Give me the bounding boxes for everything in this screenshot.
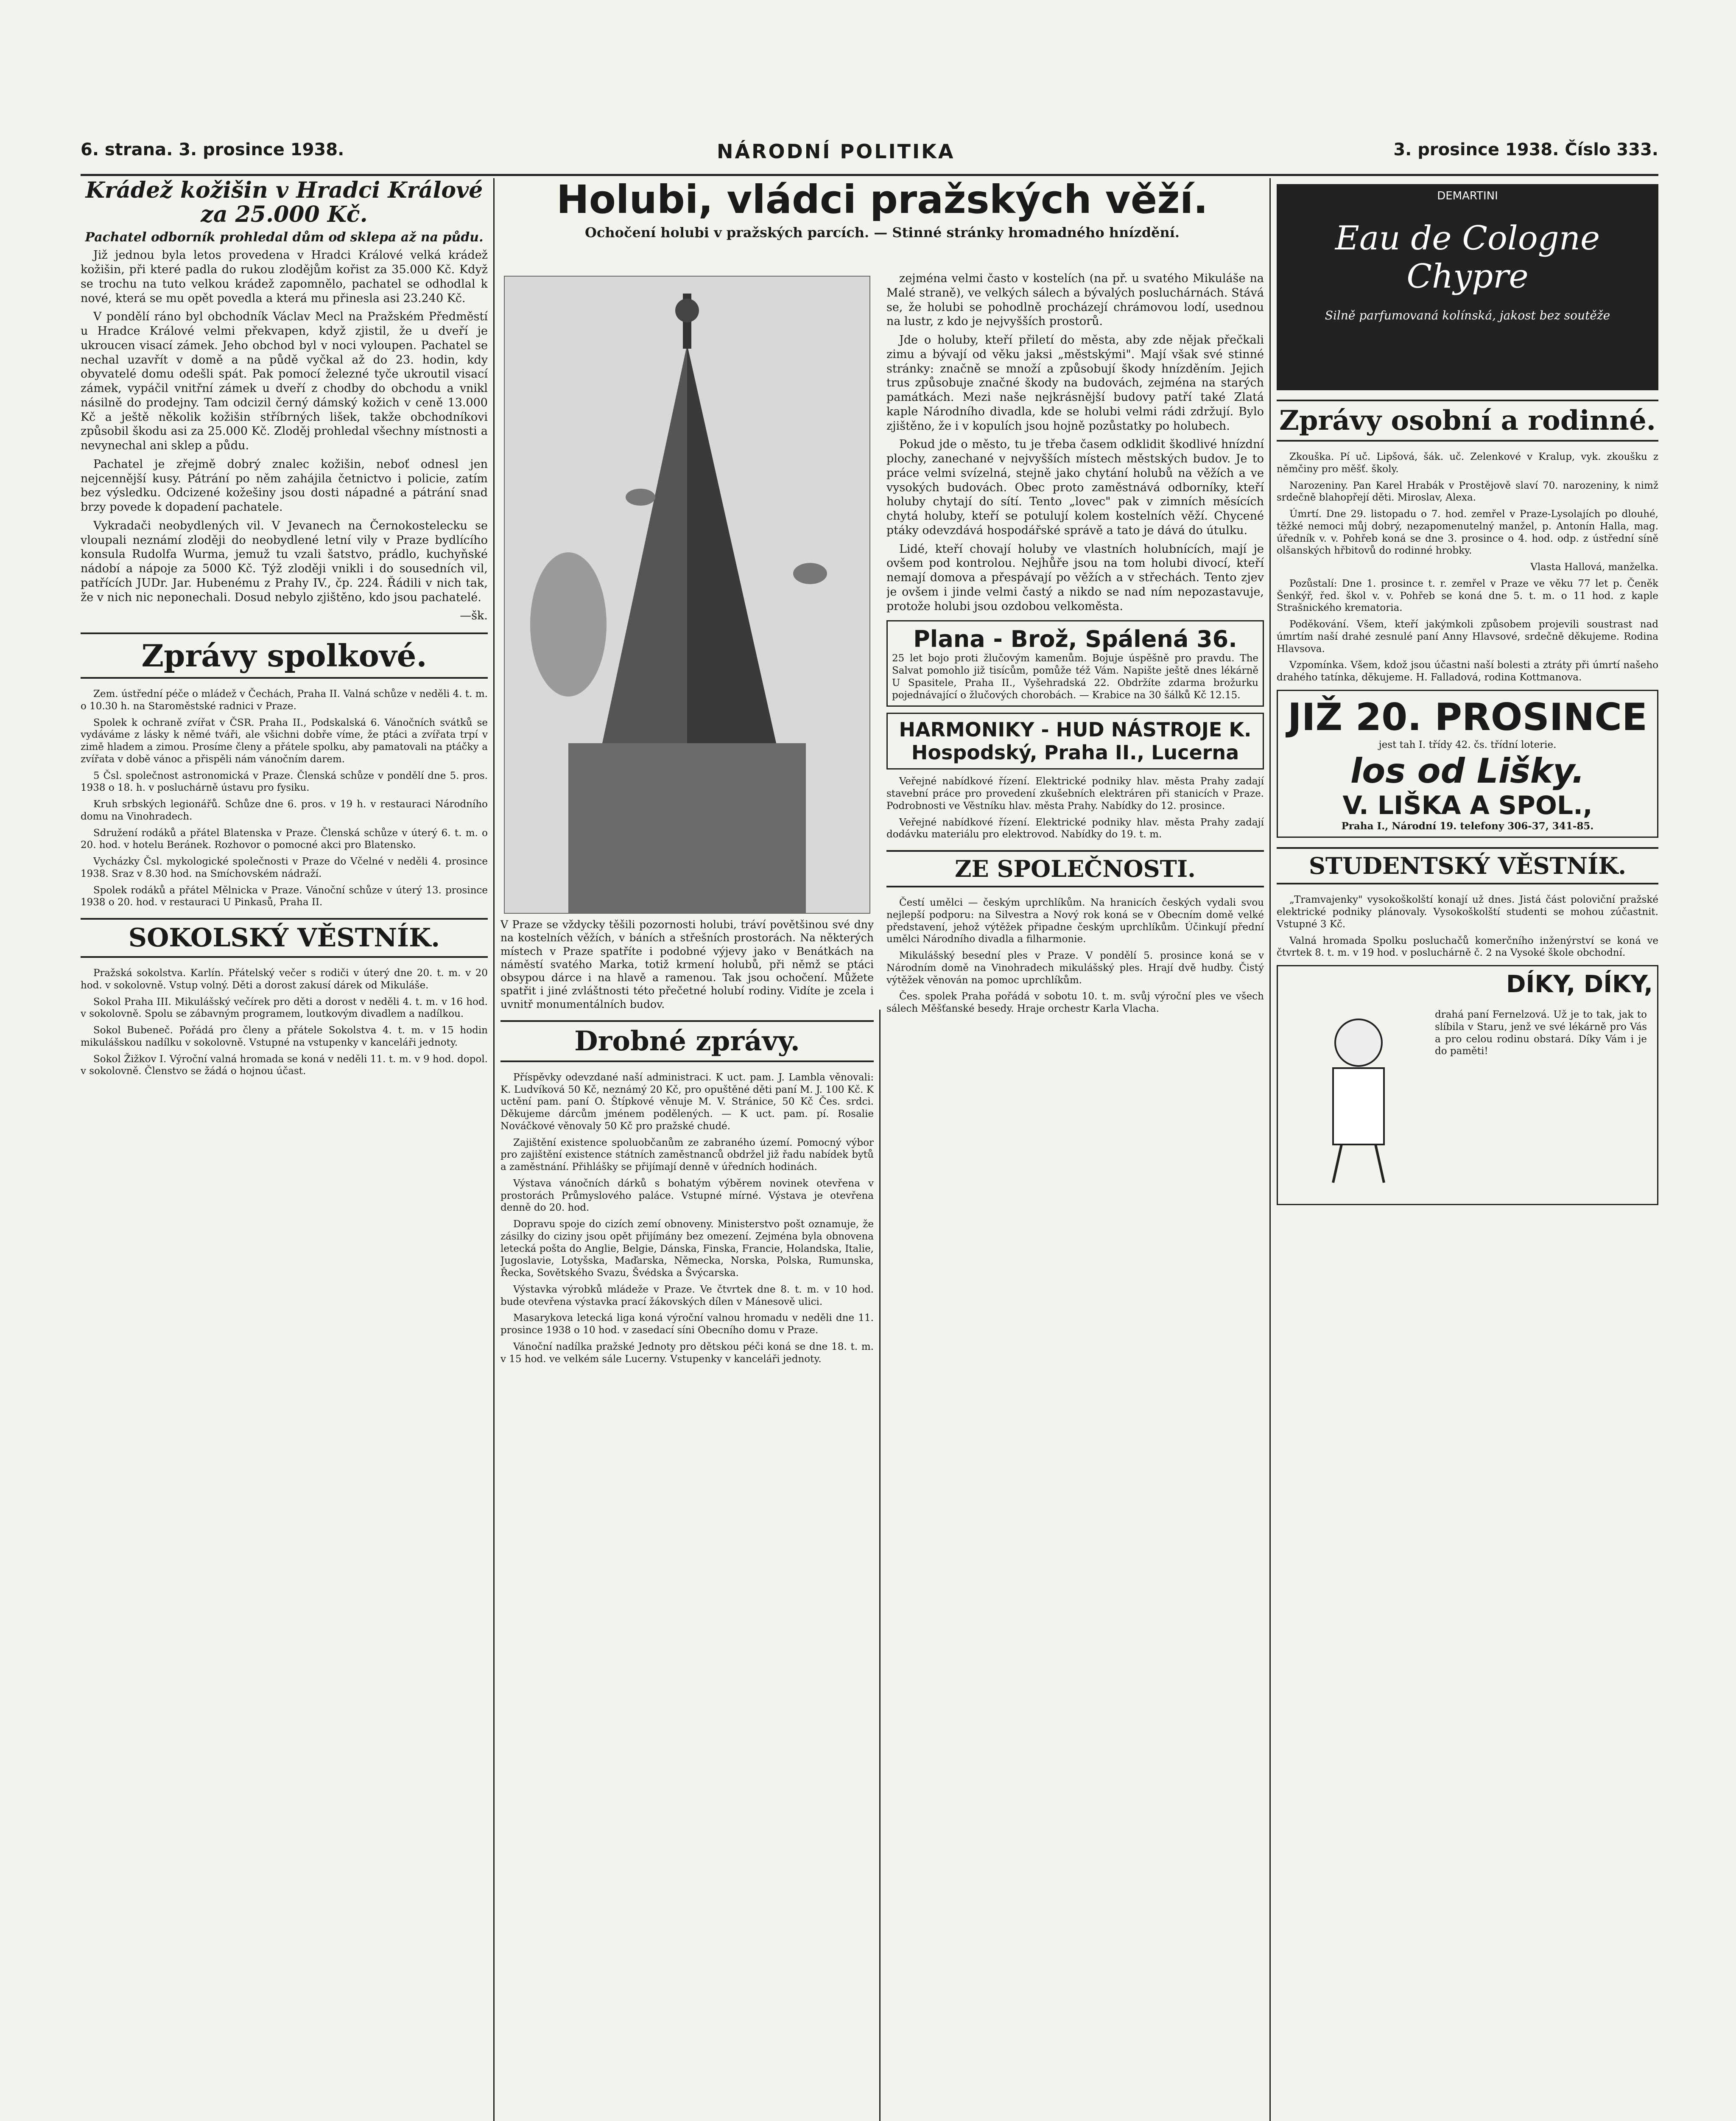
notice: Spolek rodáků a přátel Mělnicka v Praze. Vánoční schůze v úterý 13. prosince 1938 o 20. hod. v restauraci U Pinkasů, Praha II. xyxy=(81,884,488,908)
paragraph: Již jednou byla letos provedena v Hradci Králové velká krádež kožišin, při které padla do rukou zlodějům kořist za 35.000 Kč. Když se trochu na tuto velkou krádež zapomnělo, pachatel se odhodlal k nové, která se mu opět povedla a která mu přinesla asi 23.240 Kč. xyxy=(81,249,488,305)
paragraph: Pachatel je zřejmě dobrý znalec kožišin, neboť odnesl jen nejcennější kusy. Pátrání po něm zahájila četnictvo i policie, zatím bez výsledku. Odcizené kožešiny jsou dosti nápadné a pátrání snad brzy povede k dopadení pachatele. xyxy=(81,457,488,514)
article-body xyxy=(81,248,488,623)
section-body xyxy=(500,1072,874,1365)
author-signature: —šk. xyxy=(460,609,488,623)
photo-illustration xyxy=(505,277,869,913)
notice: Valná hromada Spolku posluchačů komerčního inženýrství se koná ve čtvrtek 8. t. m. v 19 hod. v posluchárně č. 2 na Vysoké škole obchodní. xyxy=(1277,935,1658,959)
notice: Příspěvky odevzdané naší administraci. K uct. pam. J. Lambla věnovali: K. Ludvíková 50 Kč, neznámý 20 Kč, pro opuštěné děti paní M. J. 100 Kč. K uctění pam. paní O. Štípkové věnuje M. V. Stránice, 50 Kč Čes. srdci. Děkujeme dárcům jménem podělených. — K uct. pam. pí. Rosalie Nováčkové věnovaly 50 Kč pro pražské chudé. xyxy=(500,1072,874,1132)
notice: Kruh srbských legionářů. Schůze dne 6. pros. v 19 h. v restauraci Národního domu na Vinohradech. xyxy=(81,799,488,822)
feature-subhead: Ochočení holubi v pražských parcích. — Stinné stránky hromadného hnízdění. xyxy=(584,224,1180,241)
notice: Pozůstalí: Dne 1. prosince t. r. zemřel v Praze ve věku 77 let p. Čeněk Šenkýř, řed. škol v. v. Pohřeb se koná dne 5. t. m. o 11 hod. z kaple Strašnického krematoria. xyxy=(1277,578,1658,614)
ad-text: drahá paní Fernelzová. Už je to tak, jak to slíbila v Staru, jenž ve své lékárně pro Vás a pro celou rodinu obstará. Díky Vám i je do paměti! xyxy=(1435,1009,1647,1057)
advertisement-plana xyxy=(886,620,1264,707)
ad-brand: DEMARTINI xyxy=(1437,190,1498,202)
photo-caption: V Praze se vždycky těšili pozornosti holubi, tráví povětšinou své dny na kostelních věžích, v báních a střešních prostorách. Na některých místech v Praze spatříte i podobné výjevy jako v Benátkách na náměstí svatého Marka, totiž krmení holubů, při němž se ptáci obsypou dárce i na hlavě a ramenou. Tak jsou ochočení. Můžete spatřit i jiné zvláštnosti této přečetné holubí rodiny. Vidíte je zcela i uvnitř monumentálních budov. xyxy=(500,918,874,1010)
notice: Masarykova letecká liga koná výroční valnou hromadu v neděli dne 11. prosince 1938 o 10 hod. v zasedací síni Obecního domu v Praze. xyxy=(500,1312,874,1336)
paragraph: Jde o holuby, kteří přiletí do města, aby zde nějak přečkali zimu a bývají od věku jaksi „městskými". Mají však své stinné stránky: značně se množí a způsobují škody hnízděním. Jejich trus způsobuje značné škody na budovách, zejména na starých památkách. Mezi naše nejkrásnější budovy patří také Zlatá kaple Národního divadla, kde se holubi velmi rádi zdržují. Bylo zjištěno, že i v kopulích jsou hojně pozůstatky po holubech. xyxy=(886,333,1264,433)
notice: Úmrtí. Dne 29. listopadu o 7. hod. zemřel v Praze-Lysolajích po dlouhé, těžké nemoci můj dobrý, nezapomenutelný manžel, p. Antonín Halla, mag. úředník v. v. Pohřeb koná se dne 3. prosince o 4. hod. odp. z ústřední síně olšanských hřbitovů do rodinné hrobky. xyxy=(1277,509,1658,557)
section-title: ZE SPOLEČNOSTI. xyxy=(886,850,1264,887)
notice: Sdružení rodáků a přátel Blatenska v Praze. Členská schůze v úterý 6. t. m. o 20. hod. v hotelu Beránek. Rozhovor o pomocné akci pro Blatensko. xyxy=(81,827,488,851)
article-headline: Krádež kožišin v Hradci Králové za 25.000 Kč. xyxy=(85,178,483,228)
notice: Vlasta Hallová, manželka. xyxy=(1530,562,1658,573)
ad-big-title: JIŽ 20. PROSINCE xyxy=(1288,695,1647,739)
notice: Veřejné nabídkové řízení. Elektrické podniky hlav. města Prahy zadají stavební práce pro provedení zkušebních elektráren při stanicích v Praze. Podrobnosti ve Věstníku hlav. města Prahy. Nabídky do 12. prosince. xyxy=(886,776,1264,811)
ad-address: Praha I., Národní 19. telefony 306-37, 341-85. xyxy=(1341,820,1594,832)
section-body xyxy=(81,688,488,909)
notices xyxy=(886,775,1264,841)
section-body xyxy=(1277,451,1658,684)
article-subhead: Pachatel odborník prohledal dům od sklepa až na půdu. xyxy=(85,230,484,245)
advertisement-diky xyxy=(1277,965,1658,1205)
masthead xyxy=(81,127,1658,174)
notice: Mikulášský besední ples v Praze. V pondělí 5. prosince koná se v Národním domě na Vinohradech mikulášský ples. Hrají dvě hudby. Čistý výtěžek věnován na pomoc uprchlíkům. xyxy=(886,950,1264,986)
section-body xyxy=(886,897,1264,1015)
advertisement-lottery xyxy=(1277,690,1658,838)
column-rule-3 xyxy=(1269,178,1271,2121)
column-rule-1 xyxy=(493,178,495,2121)
notice: Vánoční nadílka pražské Jednoty pro dětskou péči koná se dne 18. t. m. v 15 hod. ve velkém sále Lucerny. Vstupenky v kanceláři jednoty. xyxy=(500,1341,874,1365)
notice: „Tramvajenky" vysokoškolští konají už dnes. Jistá část poloviční pražské elektrické podniky plánovaly. Vysokoškolští studenti se mohou zúčastnit. Vstupné 3 Kč. xyxy=(1277,894,1658,930)
column-2 xyxy=(500,271,874,2121)
ad-subtitle: Silně parfumovaná kolínská, jakost bez soutěže xyxy=(1325,308,1610,322)
notice: Výstava vánočních dárků s bohatým výběrem novinek otevřena v prostorách Průmyslového paláce. Vstupné mírné. Výstava je otevřena denně do 20. hod. xyxy=(500,1178,874,1214)
notice: Sokol Bubeneč. Pořádá pro členy a přátele Sokolstva 4. t. m. v 15 hodin mikulášskou nadílku v sokolovně. Vstupné na vstupenky v kanceláři jednoty. xyxy=(81,1025,488,1048)
ad-title: Eau de Cologne Chypre xyxy=(1335,219,1600,296)
paragraph: Lidé, kteří chovají holuby ve vlastních holubnících, mají je ovšem pod kontrolou. Nejhůře jsou na tom holubi divocí, kteří nemají domova a přespávají po věžích a v střechách. Tento zjev je ovšem i jinde velmi častý a nikdo se nad ním nepozastavuje, protože holubi jsou ozdobou velkoměsta. xyxy=(886,542,1264,613)
section-body xyxy=(1277,894,1658,959)
section-title: SOKOLSKÝ VĚSTNÍK. xyxy=(81,918,488,958)
notice: Výstavka výrobků mládeže v Praze. Ve čtvrtek dne 8. t. m. v 10 hod. bude otevřena výstavka prací žákovských dílen v Mánesově ulici. xyxy=(500,1284,874,1307)
notice: Čes. spolek Praha pořádá v sobotu 10. t. m. svůj výroční ples ve všech sálech Měšťanské besedy. Hraje orchestr Karla Vlacha. xyxy=(886,991,1264,1014)
masthead-rule xyxy=(81,174,1658,176)
column-rule-2 xyxy=(879,1010,881,2121)
ad-lottery: los od Lišky. xyxy=(1350,751,1585,791)
ad-company: V. LIŠKA A SPOL., xyxy=(1342,790,1593,820)
section-title: Zprávy osobní a rodinné. xyxy=(1277,400,1658,442)
feature-headline: Holubi, vládci pražských věží. xyxy=(556,177,1208,222)
notice: Sokol Praha III. Mikulášský večírek pro děti a dorost v neděli 4. t. m. v 16 hod. v sokolovně. Spolu se zábavným programem, loutkovým divadlem a nadílkou. xyxy=(81,996,488,1020)
notice: Čestí umělci — českým uprchlíkům. Na hranicích českých vydali svou nejlepší podporu: na Silvestra a Nový rok koná se v Obecním domě velké představení, jehož výtěžek připadne českým uprchlíkům. Účinkují přední umělci Národního divadla a filharmonie. xyxy=(886,897,1264,945)
notice: Veřejné nabídkové řízení. Elektrické podniky hlav. města Prahy zadají dodávku materiálu pro elektrovod. Nabídky do 19. t. m. xyxy=(886,817,1264,840)
ad-title: DÍKY, DÍKY, xyxy=(1506,971,1653,998)
feature-article-header xyxy=(500,178,1264,244)
notice: Zkouška. Pí uč. Lipšová, šák. uč. Zelenkové v Kralup, vyk. zkoušku z němčiny pro měšť. školy. xyxy=(1277,451,1658,475)
page-date-left: 6. strana. 3. prosince 1938. xyxy=(81,140,344,159)
ad-subtitle: jest tah I. třídy 42. čs. třídní loterie. xyxy=(1378,739,1557,750)
paragraph: zejména velmi často v kostelích (na př. u svatého Mikuláše na Malé straně), ve velkých sálech a bývalých posluchárnách. Stává se, že holubi se pohodlně procházejí chrámovou lodí, usednou na lustr, z kdo je nejvyšších prostorů. xyxy=(886,272,1264,328)
feature-article-body xyxy=(886,271,1264,613)
notice: Sokol Žižkov I. Výroční valná hromada se koná v neděli 11. t. m. v 9 hod. dopol. v sokolovně. Členstvo se žádá o hojnou účast. xyxy=(81,1053,488,1077)
notice: Vycházky Čsl. mykologické společnosti v Praze do Včelné v neděli 4. prosince 1938. Sraz v 8.30 hod. na Smíchovském nádraží. xyxy=(81,856,488,879)
page-date-right: 3. prosince 1938. Číslo 333. xyxy=(1393,140,1658,159)
ad-title: Plana - Brož, Spálená 36. xyxy=(913,626,1237,653)
notice: Dopravu spoje do cizích zemí obnoveny. Ministerstvo pošt oznamuje, že zásilky do ciziny jsou opět přijímány bez omezení. Zejména byla obnovena letecká pošta do Anglie, Belgie, Dánska, Finska, Francie, Holandska, Italie, Jugoslavie, Lotyšska, Maďarska, Německa, Norska, Polska, Rumunska, Řecka, Sovětského Svazu, Švédska a Švýcarska. xyxy=(500,1219,874,1279)
notice: Zajištění existence spoluobčanům ze zabraného území. Pomocný výbor pro zajištění existence státních zaměstnanců obdržel již řadu nabídek bytů a zaměstnání. Přihlášky se přijímají denně v úředních hodinách. xyxy=(500,1137,874,1172)
ad-title: HARMONIKY - HUD NÁSTROJE K. Hospodský, Praha II., Lucerna xyxy=(899,718,1252,764)
column-4 xyxy=(1277,178,1658,2121)
ad-text: 25 let bojo proti žlučovým kamenům. Bojuje úspěšně pro pravdu. The Salvat pomohlo již tisícům, pomůže též Vám. Napište ještě dnes lékárně U Spasitele, Praha II., Vyšehradská 22. Obdržíte zdarma brožurku pojednávající o žlučových chorobách. — Krabice na 30 šálků Kč 12.15. xyxy=(892,653,1258,701)
section-title: Zprávy spolkové. xyxy=(81,632,488,679)
notice: Spolek k ochraně zvířat v ČSR. Praha II., Podskalská 6. Vánočních svátků se vydáváme z lásky k němé tváři, ale všichni dobře víme, že ptáci a zvířata trpí v zimě hladem a zimou. Prosíme členy a přátele spolku, aby pamatovali na ptáčky a zvířata v době vánoc a přispěli nám vánočním darem. xyxy=(81,717,488,765)
man-illustration xyxy=(1295,1009,1422,1187)
paragraph: Pokud jde o město, tu je třeba časem odklidit škodlivé hnízdní plochy, zanechané v nejvyšších místech městských budov. Je to práce velmi svízelná, stejně jako chytání holubů na věžích a ve vysokých budovách. Obec proto zaměstnává odborníky, kteří holuby chytají do sítí. Tento „lovec" pak v zimních měsících chytá holuby, kteří se potulují kolem kostelních věží. Chycené ptáky odevzdává hospodářské správě a tato je dává do útulku. xyxy=(886,438,1264,537)
section-body xyxy=(81,967,488,1077)
section-title: Drobné zprávy. xyxy=(500,1020,874,1062)
pigeon-tower-photo xyxy=(504,276,870,914)
newspaper-title: NÁRODNÍ POLITIKA xyxy=(717,140,955,163)
paragraph: Vykradači neobydlených vil. V Jevanech na Černokostelecku se vloupali neznámí zloději do neobydlené letní vily v Praze bydlícího konsula Rudolfa Wurma, jemuž tu vzali šatstvo, prádlo, kuchyňské nádobí a nápoje za 5000 Kč. Týž zloději vnikli i do sousedních vil, patřících JUDr. Jar. Hubenému z Prahy IV., čp. 224. Řádili v nich tak, že v nich nic neponechali. Dosud nebylo zjištěno, kdo jsou pachatelé. xyxy=(81,519,488,604)
section-title: STUDENTSKÝ VĚSTNÍK. xyxy=(1277,847,1658,884)
advertisement-cologne xyxy=(1277,184,1658,390)
notice: Pražská sokolstva. Karlín. Přátelský večer s rodiči v úterý dne 20. t. m. v 20 hod. v sokolovně. Vstup volný. Děti a dorost zakusí dárek od Mikuláše. xyxy=(81,968,488,991)
notice: 5 Čsl. společnost astronomická v Praze. Členská schůze v pondělí dne 5. pros. 1938 o 18. h. v posluchárně ústavu pro fysiku. xyxy=(81,770,488,794)
advertisement-harmoniky xyxy=(886,713,1264,769)
column-3 xyxy=(886,271,1264,2121)
column-1 xyxy=(81,178,488,2121)
notice: Poděkování. Všem, kteří jakýmkoli způsobem projevili soustrast nad úmrtím naší drahé zesnulé paní Anny Hlavsové, srdečně děkujeme. Rodina Hlavsova. xyxy=(1277,619,1658,655)
notice: Vzpomínka. Všem, kdož jsou účastni naší bolesti a ztráty při úmrtí našeho drahého tatínka, děkujeme. H. Falladová, rodina Kottmanova. xyxy=(1277,660,1658,683)
paragraph: V pondělí ráno byl obchodník Václav Mecl na Pražském Předměstí u Hradce Králové velmi překvapen, když zjistil, že u dveří je ukroucen visací zámek. Jeho obchod byl v noci vyloupen. Pachatel se nechal uzavřít v domě a na půdě vyčkal až do 23. hodin, kdy obyvatelé domu odešli spát. Pak pomocí železné tyče ukroutil visací zámek, vypáčil vnitřní zámek u dveří z chodby do obchodu a vnikl násilně do prodejny. Tam odcizil černý dámský kožich v ceně 13.000 Kč a ještě několik kožišin stříbrných lišek, takže obchodníkovi způsobil škodu asi za 25.000 Kč. Zloděj prohledal všechny místnosti a nevynechal ani sklep a půdu. xyxy=(81,310,488,453)
notice: Zem. ústřední péče o mládež v Čechách, Praha II. Valná schůze v neděli 4. t. m. o 10.30 h. na Staroměstské radnici v Praze. xyxy=(81,688,488,712)
notice: Narozeniny. Pan Karel Hrabák v Prostějově slaví 70. narozeniny, k nimž srdečně blahopřejí děti. Miroslav, Alexa. xyxy=(1277,480,1658,504)
